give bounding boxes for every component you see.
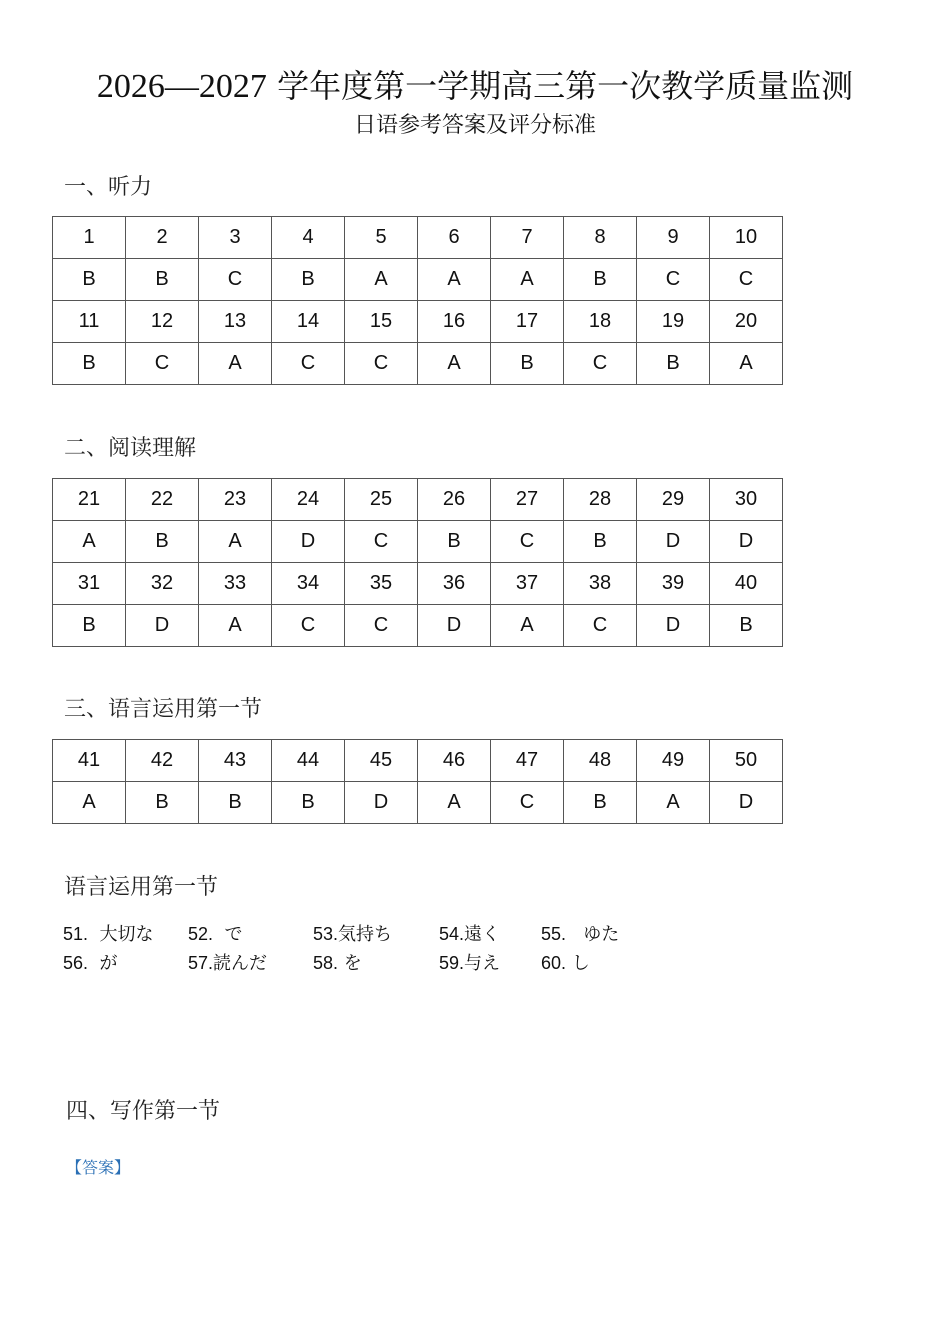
reading-answer-table <box>52 478 783 647</box>
question-number-cell: 42 <box>126 740 199 782</box>
fill-ans: 気持ち <box>338 924 393 945</box>
question-number-cell: 35 <box>345 563 418 605</box>
question-number-cell: 43 <box>199 740 272 782</box>
answer-row <box>53 782 783 824</box>
question-number-cell: 15 <box>345 301 418 343</box>
question-number-cell: 50 <box>710 740 783 782</box>
question-number-cell: 34 <box>272 563 345 605</box>
question-number-cell: 37 <box>491 563 564 605</box>
fill-ans: し <box>571 953 590 974</box>
answer-cell: B <box>272 782 345 824</box>
fill-num: 60. <box>541 953 567 973</box>
question-number-row <box>53 740 783 782</box>
question-number-cell: 22 <box>126 479 199 521</box>
question-number-cell: 40 <box>710 563 783 605</box>
answer-cell: A <box>53 521 126 563</box>
question-number-cell: 47 <box>491 740 564 782</box>
answer-row <box>53 259 783 301</box>
question-number-cell: 10 <box>710 217 783 259</box>
answer-cell: D <box>637 605 710 647</box>
fill-num: 54. <box>439 924 465 944</box>
answer-cell: C <box>199 259 272 301</box>
question-number-cell: 16 <box>418 301 491 343</box>
question-number-cell: 48 <box>564 740 637 782</box>
answer-cell: A <box>199 521 272 563</box>
question-number-cell: 9 <box>637 217 710 259</box>
answer-label: 【答案】 <box>66 1158 131 1177</box>
answer-cell: C <box>564 605 637 647</box>
answer-cell: C <box>345 521 418 563</box>
question-number-cell: 14 <box>272 301 345 343</box>
answer-cell: D <box>345 782 418 824</box>
fill-item-52 <box>188 922 242 947</box>
fill-num: 58. <box>313 953 339 973</box>
title-text: 学年度第一学期高三第一次教学质量监测 <box>277 67 854 105</box>
answer-cell: C <box>345 605 418 647</box>
question-number-cell: 23 <box>199 479 272 521</box>
answer-cell: A <box>418 259 491 301</box>
answer-cell: A <box>199 343 272 385</box>
title-year: 2026—2027 <box>96 68 267 105</box>
answer-cell: B <box>637 343 710 385</box>
answer-cell: B <box>272 259 345 301</box>
question-number-cell: 36 <box>418 563 491 605</box>
question-number-cell: 4 <box>272 217 345 259</box>
question-number-cell: 30 <box>710 479 783 521</box>
question-number-cell: 8 <box>564 217 637 259</box>
question-number-cell: 3 <box>199 217 272 259</box>
answer-cell: D <box>272 521 345 563</box>
answer-cell: C <box>491 521 564 563</box>
section-listening: 一、听力 <box>64 175 153 200</box>
question-number-cell: 31 <box>53 563 126 605</box>
answer-cell: B <box>564 782 637 824</box>
question-number-cell: 1 <box>53 217 126 259</box>
question-number-cell: 41 <box>53 740 126 782</box>
question-number-cell: 28 <box>564 479 637 521</box>
answer-cell: A <box>491 605 564 647</box>
question-number-cell: 12 <box>126 301 199 343</box>
fill-ans: 与え <box>464 953 501 974</box>
question-number-cell: 49 <box>637 740 710 782</box>
question-number-row <box>53 563 783 605</box>
answer-cell: C <box>272 605 345 647</box>
answer-cell: D <box>710 782 783 824</box>
question-number-cell: 26 <box>418 479 491 521</box>
answer-cell: C <box>491 782 564 824</box>
answer-cell: D <box>418 605 491 647</box>
fill-num: 51. <box>63 924 89 944</box>
fill-num: 53. <box>313 924 339 944</box>
question-number-cell: 27 <box>491 479 564 521</box>
question-number-cell: 45 <box>345 740 418 782</box>
answer-cell: A <box>199 605 272 647</box>
answer-cell: C <box>637 259 710 301</box>
fill-item-53 <box>313 922 392 947</box>
fill-item-59 <box>439 951 500 976</box>
question-number-row <box>53 479 783 521</box>
fill-ans: ゆた <box>583 924 620 945</box>
answer-cell: A <box>345 259 418 301</box>
section-language-use: 三、语言运用第一节 <box>64 697 263 722</box>
language-use-answer-table <box>52 739 783 824</box>
fill-ans: 大切な <box>99 924 154 945</box>
fill-ans: を <box>343 953 362 974</box>
section-reading: 二、阅读理解 <box>64 436 197 461</box>
question-number-cell: 11 <box>53 301 126 343</box>
answer-cell: A <box>53 782 126 824</box>
question-number-cell: 6 <box>418 217 491 259</box>
answer-cell: B <box>491 343 564 385</box>
fill-num: 57. <box>188 953 214 973</box>
question-number-cell: 7 <box>491 217 564 259</box>
answer-cell: B <box>53 343 126 385</box>
question-number-cell: 18 <box>564 301 637 343</box>
question-number-cell: 38 <box>564 563 637 605</box>
fill-item-55 <box>541 922 619 947</box>
fill-item-58 <box>313 951 362 976</box>
question-number-cell: 33 <box>199 563 272 605</box>
fill-ans: 読んだ <box>213 953 268 974</box>
answer-cell: C <box>272 343 345 385</box>
answer-cell: A <box>637 782 710 824</box>
listening-answer-table <box>52 216 783 385</box>
fill-num: 52. <box>188 924 214 944</box>
page-title <box>0 66 950 107</box>
question-number-row <box>53 301 783 343</box>
answer-cell: A <box>491 259 564 301</box>
fill-ans: 遠く <box>464 924 501 945</box>
fill-item-51 <box>63 922 153 947</box>
answer-cell: B <box>710 605 783 647</box>
question-number-cell: 39 <box>637 563 710 605</box>
section-writing: 四、写作第一节 <box>66 1099 221 1124</box>
answer-cell: C <box>710 259 783 301</box>
fill-item-57 <box>188 951 267 976</box>
answer-row <box>53 605 783 647</box>
answer-cell: C <box>345 343 418 385</box>
fill-num: 59. <box>439 953 465 973</box>
question-number-cell: 24 <box>272 479 345 521</box>
answer-cell: B <box>53 605 126 647</box>
answer-cell: B <box>199 782 272 824</box>
section-language-use-fill: 语言运用第一节 <box>64 875 219 900</box>
answer-cell: B <box>418 521 491 563</box>
question-number-cell: 21 <box>53 479 126 521</box>
answer-cell: B <box>126 259 199 301</box>
question-number-cell: 44 <box>272 740 345 782</box>
answer-cell: B <box>564 521 637 563</box>
question-number-cell: 19 <box>637 301 710 343</box>
fill-num: 56. <box>63 953 89 973</box>
page-subtitle: 日语参考答案及评分标准 <box>353 113 596 138</box>
answer-row <box>53 521 783 563</box>
answer-cell: A <box>418 782 491 824</box>
answer-cell: B <box>53 259 126 301</box>
question-number-cell: 20 <box>710 301 783 343</box>
question-number-row <box>53 217 783 259</box>
fill-item-60 <box>541 951 590 976</box>
answer-cell: D <box>710 521 783 563</box>
fill-item-56 <box>63 951 117 976</box>
question-number-cell: 25 <box>345 479 418 521</box>
question-number-cell: 32 <box>126 563 199 605</box>
answer-cell: B <box>564 259 637 301</box>
fill-ans: が <box>99 953 118 974</box>
question-number-cell: 13 <box>199 301 272 343</box>
answer-cell: D <box>126 605 199 647</box>
fill-num: 55. <box>541 924 567 944</box>
answer-cell: B <box>126 521 199 563</box>
answer-cell: B <box>126 782 199 824</box>
answer-row <box>53 343 783 385</box>
answer-cell: A <box>418 343 491 385</box>
answer-cell: A <box>710 343 783 385</box>
question-number-cell: 17 <box>491 301 564 343</box>
fill-item-54 <box>439 922 500 947</box>
question-number-cell: 5 <box>345 217 418 259</box>
fill-ans: で <box>224 924 243 945</box>
answer-cell: D <box>637 521 710 563</box>
answer-cell: C <box>126 343 199 385</box>
question-number-cell: 46 <box>418 740 491 782</box>
answer-cell: C <box>564 343 637 385</box>
question-number-cell: 2 <box>126 217 199 259</box>
question-number-cell: 29 <box>637 479 710 521</box>
